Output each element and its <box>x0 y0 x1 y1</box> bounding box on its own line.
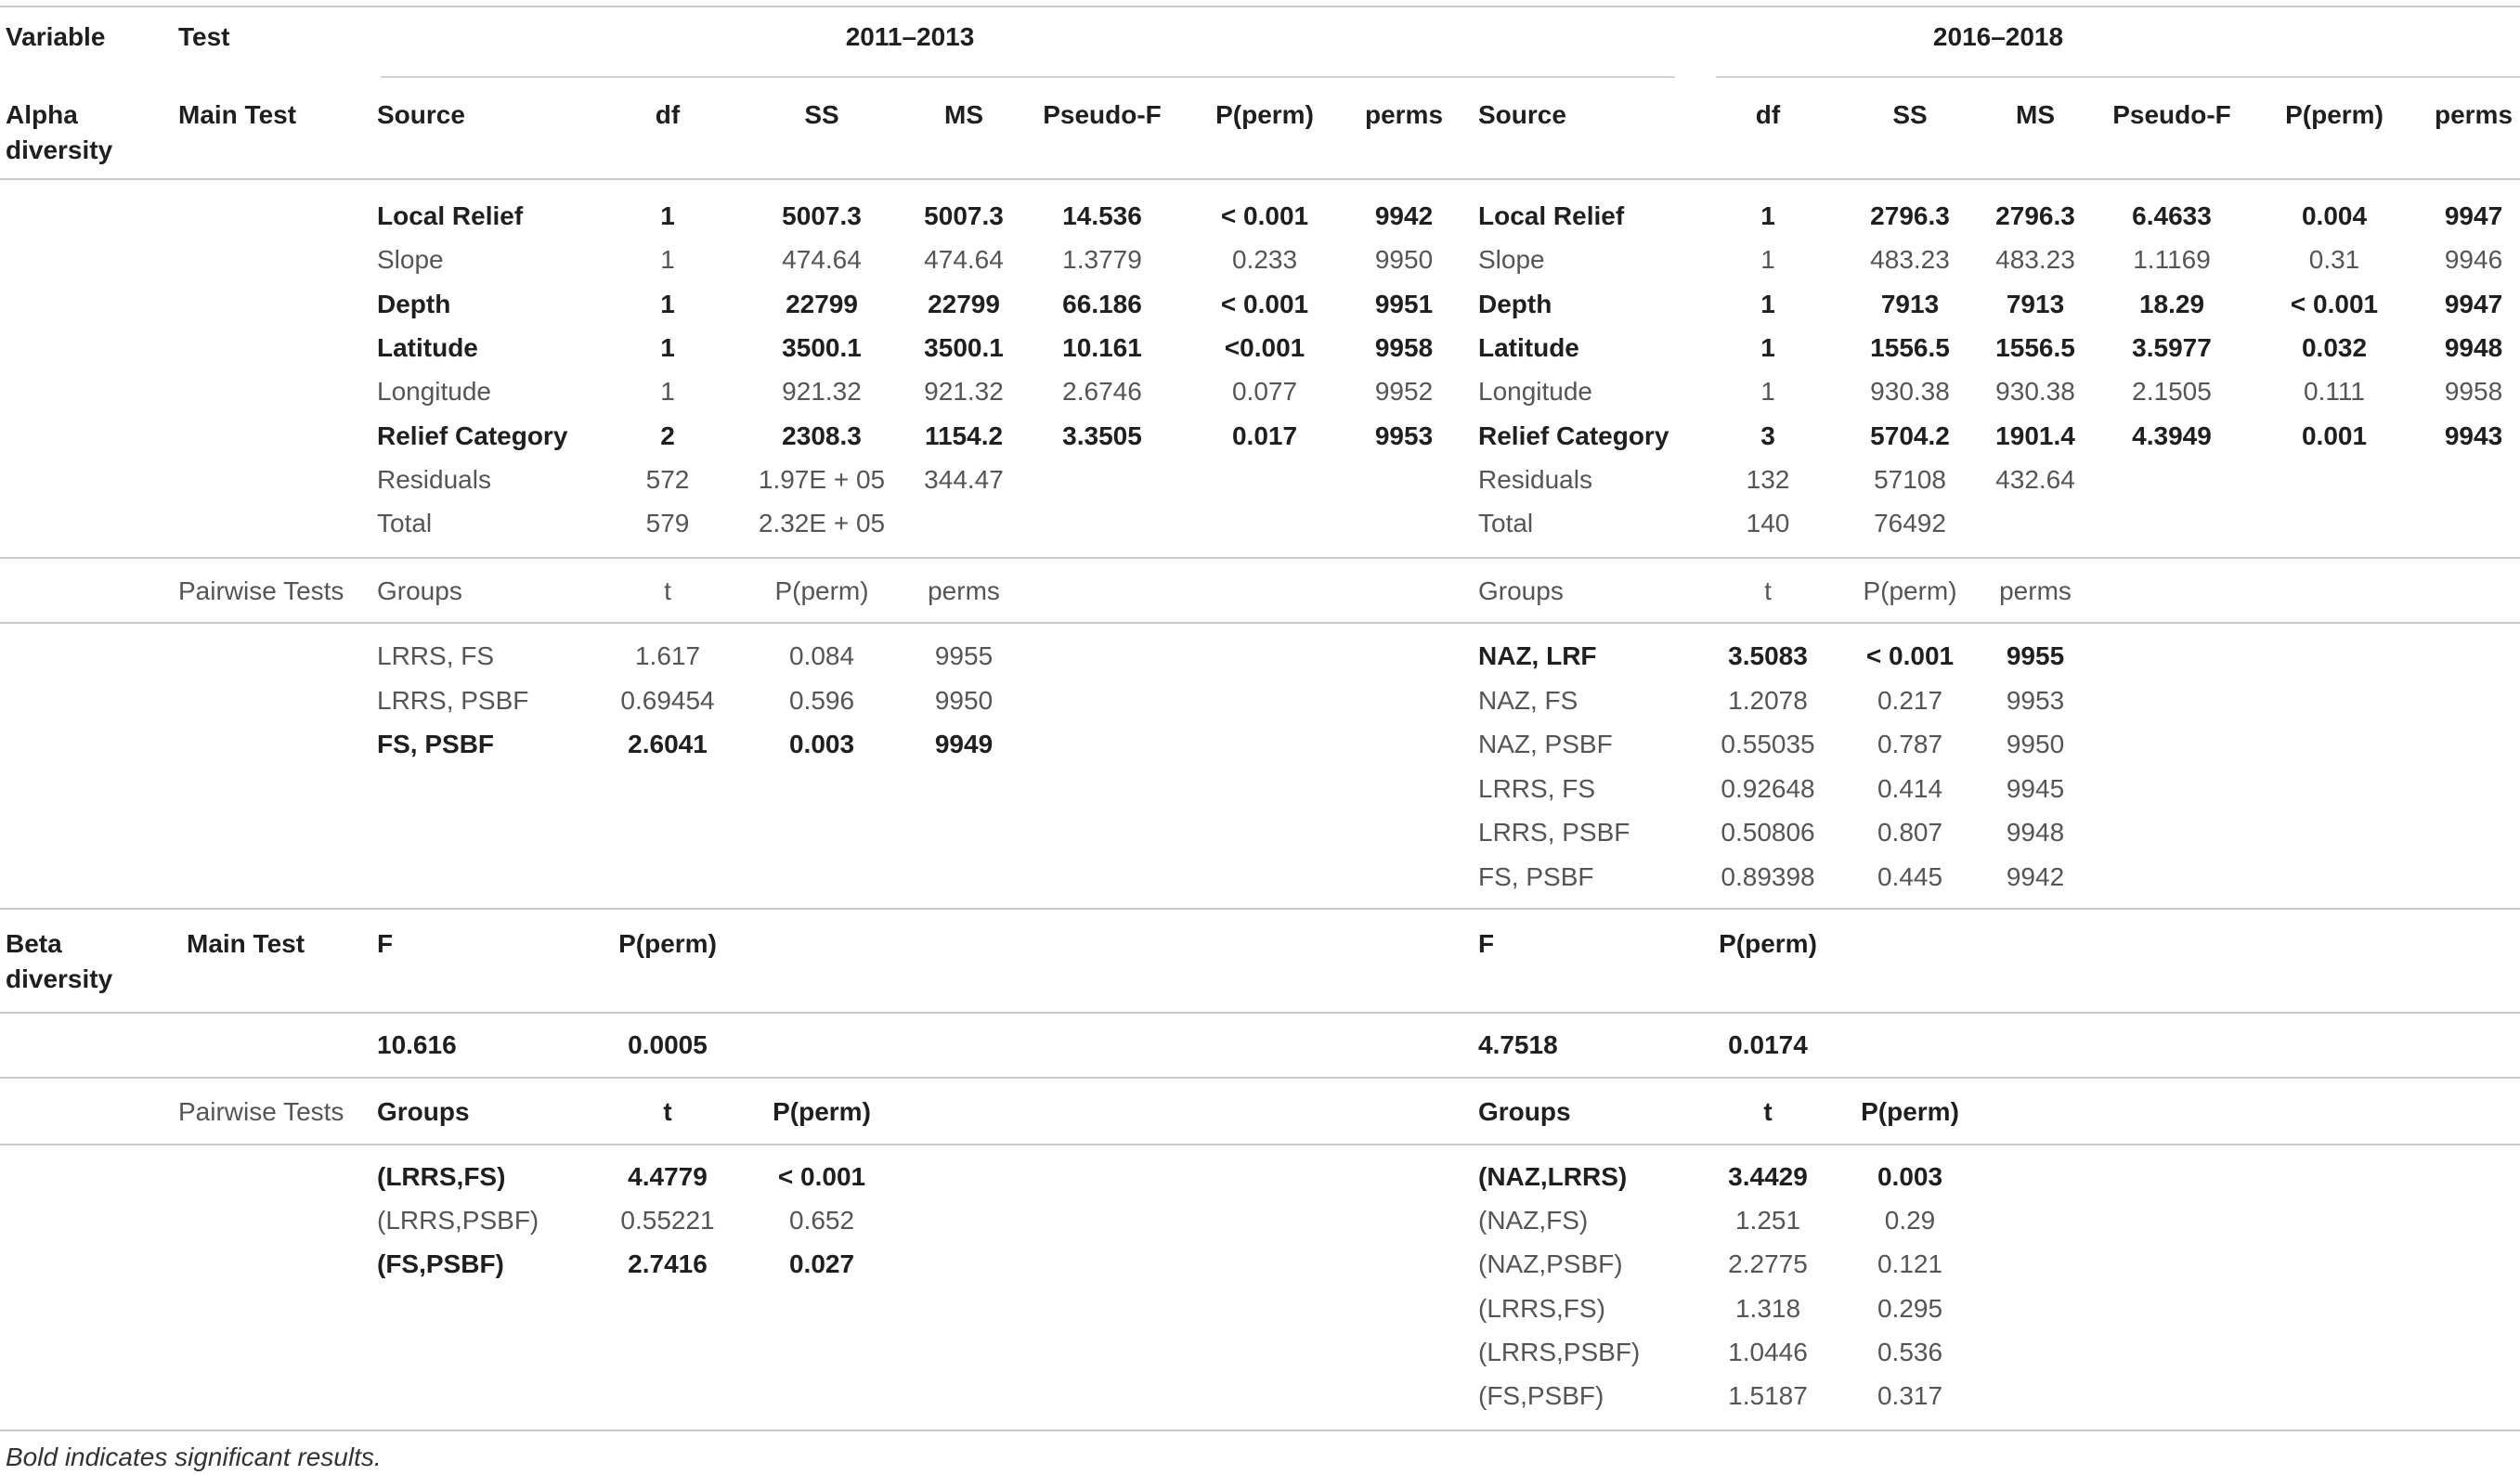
alpha-pair-2011-p-cell: 0.596 <box>788 685 855 715</box>
alpha-2011-p-cell: < 0.001 <box>1220 201 1309 230</box>
col-header: Pseudo-F <box>2112 100 2231 129</box>
alpha-pair-2016-p-cell: < 0.001 <box>1865 641 1955 670</box>
alpha-2011-perms-cell: 9953 <box>1374 421 1434 450</box>
alpha-2016-df-cell: 1 <box>1760 289 1775 318</box>
alpha-2016-f-cell: 4.3949 <box>2132 421 2212 450</box>
col-header: MS <box>2016 100 2055 129</box>
alpha-2016-ms-cell: 1556.5 <box>1995 332 2075 362</box>
alpha-pair-2016-t-cell: 3.5083 <box>1728 641 1808 670</box>
alpha-pair-2016-p-cell: 0.414 <box>1877 773 1943 803</box>
beta-pair-2011-t-cell: 4.4779 <box>628 1162 708 1191</box>
header-period-2011: 2011–2013 <box>845 22 975 51</box>
alpha-2011-p-cell: <0.001 <box>1224 332 1305 362</box>
beta-pair-2016-t-cell: 2.2775 <box>1728 1249 1808 1279</box>
alpha-pair-2016-t-cell: 0.50806 <box>1721 818 1815 847</box>
alpha-2011-p-cell: 0.017 <box>1231 421 1298 450</box>
alpha-2016-perms-cell: 9947 <box>2444 201 2503 230</box>
beta-pair-2011-p-cell: 0.652 <box>788 1206 855 1236</box>
alpha-2016-perms-cell: 9943 <box>2444 421 2503 450</box>
beta-pair-2016-t-cell: 1.0446 <box>1728 1337 1808 1366</box>
alpha-2016-source-cell: Slope <box>1478 245 1545 275</box>
beta-header-p: P(perm) <box>618 929 717 958</box>
beta-pair-2011-groups-cell: (LRRS,PSBF) <box>377 1206 539 1236</box>
alpha-2016-p-cell: 0.111 <box>2304 377 2365 407</box>
alpha-2011-source-cell: Slope <box>377 245 444 275</box>
alpha-2011-perms-cell: 9952 <box>1374 377 1434 407</box>
alpha-2016-perms-cell: 9948 <box>2444 332 2503 362</box>
alpha-2011-source-cell: Relief Category <box>377 421 568 450</box>
alpha-2016-ss-cell: 930.38 <box>1870 377 1950 407</box>
alpha-2011-ms-cell: 5007.3 <box>924 201 1004 230</box>
beta-pair-2011-t-cell: 0.55221 <box>620 1206 715 1236</box>
rule-period2 <box>1716 76 2520 78</box>
beta-main-2016-f: 4.7518 <box>1478 1030 1558 1059</box>
alpha-2016-ss-cell: 1556.5 <box>1870 332 1950 362</box>
header-period-2016: 2016–2018 <box>1932 22 2064 51</box>
beta-pair-2016-t-cell: 3.4429 <box>1728 1162 1808 1191</box>
alpha-pair-2016-p-cell: 0.445 <box>1877 861 1943 891</box>
beta-pair-2016-t-cell: 1.318 <box>1734 1293 1801 1323</box>
alpha-2016-p-cell: < 0.001 <box>2290 289 2379 318</box>
beta-pair-2016-p-cell: 0.121 <box>1877 1249 1943 1279</box>
beta-pair-2016-groups-cell: (LRRS,FS) <box>1478 1293 1605 1323</box>
alpha-2016-perms-cell: 9946 <box>2444 245 2503 275</box>
beta-pairwise-header-t: t <box>1763 1097 1773 1126</box>
alpha-2016-source-cell: Local Relief <box>1478 201 1625 230</box>
alpha-2016-ss-cell: 7913 <box>1880 289 1940 318</box>
alpha-2016-ss-cell: 483.23 <box>1870 245 1950 275</box>
alpha-2011-perms-cell: 9951 <box>1374 289 1434 318</box>
beta-pairwise-label: Pairwise Tests <box>178 1097 344 1126</box>
alpha-pair-2016-perms-cell: 9955 <box>2006 641 2065 670</box>
alpha-2011-perms-cell: 9958 <box>1374 332 1434 362</box>
alpha-pair-2011-p-cell: 0.084 <box>788 641 855 670</box>
alpha-2011-p-cell: 0.233 <box>1231 245 1298 275</box>
alpha-2016-source-cell: Depth <box>1478 289 1552 318</box>
alpha-2016-f-cell: 2.1505 <box>2132 377 2212 407</box>
rule-beta-pair-header <box>0 1144 2520 1145</box>
alpha-2016-df-cell: 140 <box>1746 509 1790 538</box>
col-header: SS <box>1892 100 1928 129</box>
beta-pair-2016-groups-cell: (FS,PSBF) <box>1478 1381 1604 1410</box>
rule-top <box>0 6 2520 7</box>
alpha-2016-p-cell: 0.001 <box>2301 421 2368 450</box>
beta-pair-2016-t-cell: 1.251 <box>1734 1206 1801 1236</box>
alpha-2016-perms-cell: 9947 <box>2444 289 2503 318</box>
alpha-pair-2016-perms-cell: 9953 <box>2006 685 2065 715</box>
beta-pair-2016-p-cell: 0.29 <box>1884 1206 1936 1236</box>
pairwise-header-perms: perms <box>1999 576 2072 605</box>
rule-beta-main-end <box>0 1077 2520 1079</box>
alpha-2011-ms-cell: 344.47 <box>924 464 1004 494</box>
beta-pairwise-header-groups: Groups <box>1478 1097 1571 1126</box>
alpha-2016-perms-cell: 9958 <box>2444 377 2503 407</box>
beta-pair-2011-p-cell: < 0.001 <box>777 1162 866 1191</box>
rule-period1 <box>381 76 1675 78</box>
alpha-2011-ss-cell: 2.32E + 05 <box>758 509 886 538</box>
alpha-pair-2011-groups-cell: LRRS, PSBF <box>377 685 529 715</box>
beta-main-2016-p: 0.0174 <box>1728 1030 1808 1059</box>
beta-pair-2016-p-cell: 0.003 <box>1877 1162 1943 1191</box>
beta-header-f: F <box>377 929 394 958</box>
header-variable: Variable <box>6 22 106 51</box>
alpha-2016-p-cell: 0.31 <box>2308 245 2360 275</box>
alpha-2011-df-cell: 1 <box>660 377 675 407</box>
beta-label-line2: diversity <box>6 964 113 993</box>
beta-label-line1: Beta <box>6 929 62 958</box>
alpha-pair-2016-groups-cell: NAZ, LRF <box>1478 641 1597 670</box>
alpha-pair-2011-perms-cell: 9955 <box>934 641 994 670</box>
alpha-2016-ms-cell: 2796.3 <box>1995 201 2075 230</box>
alpha-2016-source-cell: Residuals <box>1478 464 1592 494</box>
alpha-2011-ms-cell: 1154.2 <box>924 421 1004 450</box>
alpha-pair-2011-perms-cell: 9950 <box>934 685 994 715</box>
alpha-2011-ss-cell: 3500.1 <box>782 332 862 362</box>
col-header: df <box>655 100 681 129</box>
beta-pair-2011-t-cell: 2.7416 <box>628 1249 708 1279</box>
alpha-2016-source-cell: Total <box>1478 509 1534 538</box>
alpha-2011-df-cell: 1 <box>660 201 675 230</box>
alpha-2016-p-cell: 0.004 <box>2301 201 2368 230</box>
alpha-2011-source-cell: Longitude <box>377 377 492 407</box>
alpha-pair-2016-perms-cell: 9945 <box>2006 773 2065 803</box>
alpha-pair-2016-t-cell: 0.55035 <box>1721 730 1815 758</box>
alpha-2011-ms-cell: 22799 <box>928 289 1000 318</box>
alpha-pair-2011-p-cell: 0.003 <box>788 730 855 758</box>
alpha-2016-ss-cell: 76492 <box>1874 509 1946 538</box>
alpha-2011-ss-cell: 5007.3 <box>782 201 862 230</box>
alpha-pair-2011-t-cell: 0.69454 <box>620 685 715 715</box>
alpha-pair-2011-t-cell: 2.6041 <box>628 730 708 758</box>
beta-pair-2016-groups-cell: (NAZ,FS) <box>1478 1206 1589 1236</box>
col-header: df <box>1755 100 1781 129</box>
alpha-2016-df-cell: 132 <box>1746 464 1790 494</box>
alpha-2011-f-cell: 14.536 <box>1062 201 1142 230</box>
rule-alpha-header <box>0 178 2520 180</box>
alpha-pair-2011-t-cell: 1.617 <box>634 641 701 670</box>
rule-bottom <box>0 1430 2520 1431</box>
alpha-pair-2016-p-cell: 0.217 <box>1877 685 1943 715</box>
col-header: perms <box>1364 100 1444 129</box>
alpha-2011-df-cell: 1 <box>660 289 675 318</box>
beta-pair-2011-groups-cell: (LRRS,FS) <box>377 1162 506 1191</box>
col-header: Source <box>377 100 465 129</box>
col-header: Pseudo-F <box>1043 100 1162 129</box>
rule-alpha-main-end <box>0 557 2520 559</box>
alpha-pair-2016-groups-cell: LRRS, FS <box>1478 773 1596 803</box>
beta-main-test-label: Main Test <box>187 929 305 958</box>
beta-pairwise-header-groups: Groups <box>377 1097 470 1126</box>
pairwise-header-t: t <box>664 576 671 605</box>
alpha-pair-2016-perms-cell: 9948 <box>2006 818 2065 847</box>
alpha-2011-ms-cell: 921.32 <box>924 377 1004 407</box>
alpha-2016-source-cell: Relief Category <box>1478 421 1669 450</box>
alpha-2016-df-cell: 1 <box>1760 332 1775 362</box>
col-header: SS <box>804 100 839 129</box>
alpha-2016-f-cell: 18.29 <box>2138 289 2205 318</box>
alpha-2016-f-cell: 3.5977 <box>2132 332 2212 362</box>
alpha-2011-ms-cell: 3500.1 <box>924 332 1004 362</box>
alpha-2011-ss-cell: 921.32 <box>782 377 862 407</box>
pairwise-header-perms: perms <box>928 576 1000 605</box>
alpha-2016-df-cell: 1 <box>1760 245 1775 275</box>
alpha-2011-f-cell: 10.161 <box>1062 332 1142 362</box>
beta-main-2011-p: 0.0005 <box>628 1030 708 1059</box>
alpha-2011-source-cell: Residuals <box>377 464 491 494</box>
beta-pair-2016-p-cell: 0.317 <box>1877 1381 1943 1410</box>
alpha-2011-ms-cell: 474.64 <box>924 245 1004 275</box>
col-header: perms <box>2434 100 2514 129</box>
alpha-pair-2016-p-cell: 0.787 <box>1877 730 1943 758</box>
alpha-2016-f-cell: 6.4633 <box>2132 201 2212 230</box>
alpha-2011-df-cell: 579 <box>645 509 690 538</box>
alpha-2011-perms-cell: 9942 <box>1374 201 1434 230</box>
alpha-2016-ss-cell: 57108 <box>1874 464 1946 494</box>
alpha-2011-ss-cell: 474.64 <box>782 245 862 275</box>
alpha-2011-source-cell: Total <box>377 509 433 538</box>
alpha-2011-perms-cell: 9950 <box>1374 245 1434 275</box>
alpha-2016-ms-cell: 483.23 <box>1995 245 2075 275</box>
alpha-2016-ms-cell: 930.38 <box>1995 377 2075 407</box>
alpha-pair-2016-groups-cell: NAZ, PSBF <box>1478 730 1613 758</box>
alpha-pair-2016-perms-cell: 9950 <box>2006 730 2065 758</box>
alpha-pair-2016-p-cell: 0.807 <box>1877 818 1943 847</box>
alpha-2011-ss-cell: 22799 <box>786 289 858 318</box>
alpha-2011-p-cell: < 0.001 <box>1220 289 1309 318</box>
alpha-2016-p-cell: 0.032 <box>2301 332 2368 362</box>
alpha-2011-f-cell: 1.3779 <box>1062 245 1142 275</box>
alpha-pair-2011-perms-cell: 9949 <box>934 730 994 758</box>
alpha-2016-df-cell: 1 <box>1760 377 1775 407</box>
alpha-2011-p-cell: 0.077 <box>1231 377 1298 407</box>
beta-pair-2011-groups-cell: (FS,PSBF) <box>377 1249 504 1279</box>
alpha-2011-source-cell: Depth <box>377 289 451 318</box>
alpha-label-line2: diversity <box>6 136 113 164</box>
pairwise-header-groups: Groups <box>377 576 462 605</box>
alpha-2016-ms-cell: 432.64 <box>1995 464 2075 494</box>
alpha-2011-df-cell: 1 <box>660 332 675 362</box>
alpha-2016-ms-cell: 7913 <box>2006 289 2065 318</box>
col-header: P(perm) <box>2285 100 2384 129</box>
alpha-2016-ms-cell: 1901.4 <box>1995 421 2075 450</box>
alpha-2011-ss-cell: 2308.3 <box>782 421 862 450</box>
pairwise-header-p: P(perm) <box>774 576 869 605</box>
alpha-2016-ss-cell: 2796.3 <box>1870 201 1950 230</box>
alpha-pairwise-label: Pairwise Tests <box>178 576 344 605</box>
alpha-2011-df-cell: 2 <box>660 421 675 450</box>
beta-pair-2016-p-cell: 0.295 <box>1877 1293 1943 1323</box>
beta-pairwise-header-p: P(perm) <box>773 1097 871 1126</box>
beta-pair-2016-groups-cell: (NAZ,LRRS) <box>1478 1162 1628 1191</box>
pairwise-header-t: t <box>1764 576 1772 605</box>
beta-main-2011-f: 10.616 <box>377 1030 457 1059</box>
beta-pair-2016-t-cell: 1.5187 <box>1728 1381 1808 1410</box>
alpha-2016-df-cell: 3 <box>1760 421 1775 450</box>
alpha-pair-2016-perms-cell: 9942 <box>2006 861 2065 891</box>
alpha-2011-source-cell: Latitude <box>377 332 478 362</box>
col-header: Source <box>1478 100 1566 129</box>
beta-pair-2011-p-cell: 0.027 <box>788 1249 855 1279</box>
alpha-2016-source-cell: Longitude <box>1478 377 1593 407</box>
alpha-2011-f-cell: 3.3505 <box>1062 421 1142 450</box>
alpha-pair-2016-t-cell: 0.89398 <box>1721 861 1815 891</box>
alpha-2011-f-cell: 2.6746 <box>1062 377 1142 407</box>
alpha-2016-ss-cell: 5704.2 <box>1870 421 1950 450</box>
alpha-pair-2016-t-cell: 0.92648 <box>1721 773 1815 803</box>
beta-pair-2016-groups-cell: (LRRS,PSBF) <box>1478 1337 1641 1366</box>
alpha-2011-df-cell: 572 <box>645 464 690 494</box>
alpha-2016-source-cell: Latitude <box>1478 332 1579 362</box>
rule-beta-start <box>0 908 2520 910</box>
footnote: Bold indicates significant results. <box>6 1443 382 1471</box>
alpha-2016-f-cell: 1.1169 <box>2133 245 2211 275</box>
beta-pairwise-header-p: P(perm) <box>1861 1097 1959 1126</box>
header-test: Test <box>178 22 230 51</box>
col-header: P(perm) <box>1215 100 1314 129</box>
pairwise-header-p: P(perm) <box>1863 576 1957 605</box>
alpha-2011-source-cell: Local Relief <box>377 201 524 230</box>
beta-header-f: F <box>1478 929 1495 958</box>
alpha-label-line1: Alpha <box>6 100 78 129</box>
pairwise-header-groups: Groups <box>1478 576 1564 605</box>
alpha-pair-2011-groups-cell: LRRS, FS <box>377 641 495 670</box>
alpha-2016-df-cell: 1 <box>1760 201 1775 230</box>
alpha-2011-f-cell: 66.186 <box>1062 289 1142 318</box>
alpha-pair-2016-t-cell: 1.2078 <box>1728 685 1808 715</box>
alpha-pair-2011-groups-cell: FS, PSBF <box>377 730 495 758</box>
col-header: MS <box>944 100 983 129</box>
alpha-pair-2016-groups-cell: FS, PSBF <box>1478 861 1594 891</box>
alpha-2011-df-cell: 1 <box>660 245 675 275</box>
beta-pair-2016-p-cell: 0.536 <box>1877 1337 1943 1366</box>
beta-pair-2016-groups-cell: (NAZ,PSBF) <box>1478 1249 1623 1279</box>
alpha-pair-2016-groups-cell: LRRS, PSBF <box>1478 818 1630 847</box>
rule-alpha-pair-header <box>0 622 2520 624</box>
alpha-pair-2016-groups-cell: NAZ, FS <box>1478 685 1578 715</box>
rule-beta-header <box>0 1012 2520 1014</box>
alpha-2011-ss-cell: 1.97E + 05 <box>758 464 886 494</box>
beta-header-p: P(perm) <box>1719 929 1817 958</box>
alpha-main-test-label: Main Test <box>178 100 297 129</box>
beta-pairwise-header-t: t <box>663 1097 672 1126</box>
